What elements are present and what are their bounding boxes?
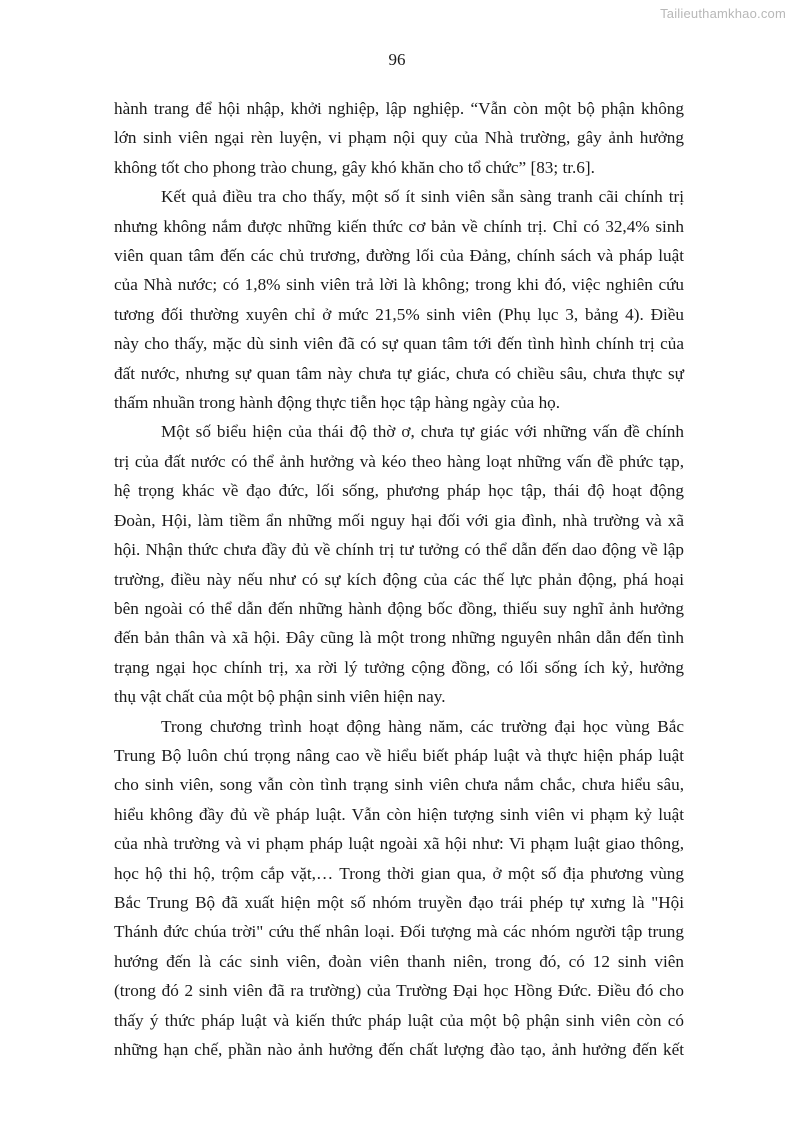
text-line: những hạn chế, phần nào ảnh hưởng đến chất lượng đào tạo, ảnh hưởng đến kết bbox=[114, 1040, 684, 1059]
paragraph bbox=[114, 712, 684, 1065]
text-line: (trong đó 2 sinh viên đã ra trường) của Trường Đại học Hồng Đức. Điều đó cho bbox=[114, 981, 684, 1001]
text-line: không tốt cho phong trào chung, gây khó khăn cho tổ chức” [83; tr.6]. bbox=[114, 157, 595, 177]
text-line: của nhà trường và vi phạm pháp luật ngoài xã hội như: Vi phạm luật giao thông, bbox=[114, 834, 684, 854]
text-line: Đoàn, Hội, làm tiềm ẩn những mối nguy hại đối với gia đình, nhà trường và xã bbox=[114, 510, 684, 530]
text-line: của Nhà nước; có 1,8% sinh viên trả lời là không; trong khi đó, việc nghiên cứu bbox=[114, 275, 684, 295]
paragraph bbox=[114, 182, 684, 417]
text-line: lớn sinh viên ngại rèn luyện, vi phạm nội quy của Nhà trường, gây ảnh hưởng bbox=[114, 128, 684, 148]
text-line: thấm nhuần trong hành động thực tiễn học tập hàng ngày của họ. bbox=[114, 393, 561, 413]
text-line: bên ngoài có thể dẫn đến những hành động bốc đồng, thiếu suy nghĩ ảnh hưởng bbox=[114, 598, 684, 618]
text-line: học hộ thi hộ, trộm cắp vặt,… Trong thời gian qua, ở một số địa phương vùng bbox=[114, 863, 684, 883]
text-line: viên quan tâm đến các chủ trương, đường lối của Đảng, chính sách và pháp luật bbox=[114, 246, 684, 266]
page-number: 96 bbox=[388, 50, 406, 69]
text-line: tương đối thường xuyên chỉ ở mức 21,5% sinh viên (Phụ lục 3, bảng 4). Điều bbox=[114, 304, 684, 324]
text-line: trường, điều này nếu như có sự kích động của các thế lực phản động, phá hoại bbox=[114, 569, 684, 589]
text-line: hiểu không đầy đủ về pháp luật. Vẫn còn hiện tượng sinh viên vi phạm kỷ luật bbox=[114, 804, 684, 824]
text-line: đến bản thân và xã hội. Đây cũng là một trong những nguyên nhân dẫn đến tình bbox=[114, 628, 684, 648]
text-line: đất nước, nhưng sự quan tâm này chưa tự giác, chưa có chiều sâu, chưa thực sự bbox=[114, 363, 684, 383]
text-line: Trong chương trình hoạt động hàng năm, các trường đại học vùng Bắc bbox=[161, 716, 684, 736]
text-line: Trung Bộ luôn chú trọng nâng cao về hiểu biết pháp luật và thực hiện pháp luật bbox=[114, 745, 684, 765]
text-line: hệ trọng khác về đạo đức, lối sống, phương pháp học tập, thái độ hoạt động bbox=[114, 481, 684, 501]
text-line: hướng đến là các sinh viên, đoàn viên thanh niên, trong đó, có 12 sinh viên bbox=[114, 951, 684, 971]
text-line: Một số biểu hiện của thái độ thờ ơ, chưa tự giác với những vấn đề chính bbox=[161, 422, 684, 442]
text-line: thụ vật chất của một bộ phận sinh viên hiện nay. bbox=[114, 687, 446, 707]
text-line: Thánh đức chúa trời" cứu thế nhân loại. Đối tượng mà các nhóm người tập trung bbox=[114, 922, 684, 942]
text-line: trạng ngại học chính trị, xa rời lý tưởng cộng đồng, có lối sống ích kỷ, hưởng bbox=[114, 657, 684, 677]
text-line: này cho thấy, mặc dù sinh viên đã có sự quan tâm tới đến tình hình chính trị của bbox=[114, 334, 684, 354]
text-line: nhưng không nắm được những kiến thức cơ bản về chính trị. Chỉ có 32,4% sinh bbox=[114, 216, 684, 236]
text-line: Bắc Trung Bộ đã xuất hiện một số nhóm truyền đạo trái phép tự xưng là "Hội bbox=[114, 892, 684, 912]
document-body bbox=[114, 94, 684, 1064]
text-line: Kết quả điều tra cho thấy, một số ít sinh viên sẵn sàng tranh cãi chính trị bbox=[161, 187, 684, 207]
paragraph bbox=[114, 417, 684, 711]
text-line: trị của đất nước có thể ảnh hưởng và kéo theo hàng loạt những vấn đề phức tạp, bbox=[114, 451, 684, 471]
paragraph bbox=[114, 94, 684, 182]
text-line: cho sinh viên, song vẫn còn tình trạng sinh viên chưa nắm chắc, chưa hiểu sâu, bbox=[114, 775, 684, 795]
text-line: hội. Nhận thức chưa đầy đủ về chính trị tư tưởng có thể dẫn đến dao động về lập bbox=[114, 540, 684, 560]
watermark-text: Tailieuthamkhao.com bbox=[660, 6, 786, 21]
text-line: hành trang để hội nhập, khởi nghiệp, lập nghiệp. “Vẫn còn một bộ phận không bbox=[114, 99, 684, 118]
text-line: thấy ý thức pháp luật và kiến thức pháp luật của một bộ phận sinh viên còn có bbox=[114, 1010, 684, 1030]
